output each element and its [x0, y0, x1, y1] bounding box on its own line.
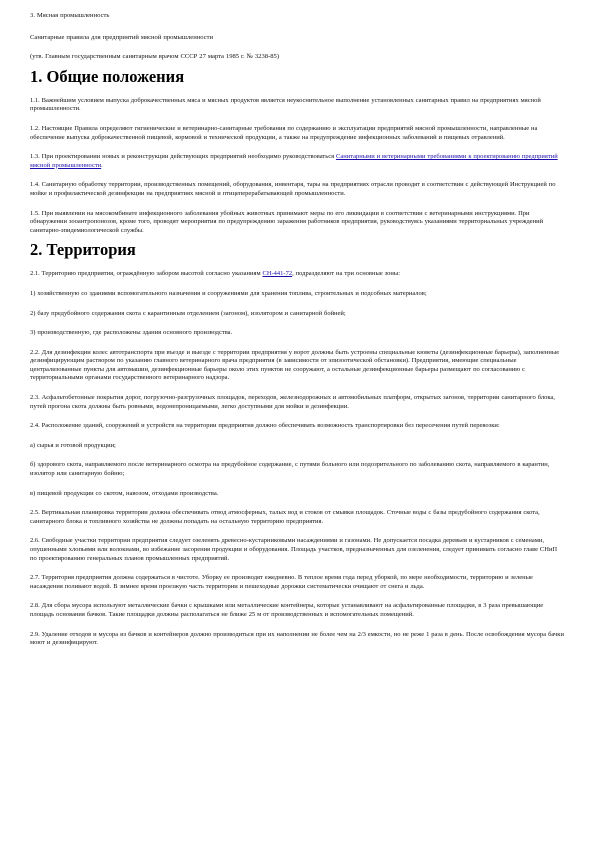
paragraph-1-3-end: .: [101, 161, 103, 169]
paragraph-2-3: 2.3. Асфальтобетонные покрытия дорог, погрузочно-разгрузочных площадок, переходов, железнодорожных и автомобильных платформ, открытых загонов, территории санитарного блока, путей прогона скота должны быть ровными, водонепроницаемыми, легко доступными для мойки и дезинфекции.: [30, 394, 555, 410]
paragraph-2-4: 2.4. Расположение зданий, сооружений и устройств на территории предприятия должно обеспечивать возможность транспортировки без пересечения путей перевозки:: [30, 422, 500, 430]
approval-line: (утв. Главным государственным санитарным врачом СССР 27 марта 1985 г. № 3238-85): [30, 53, 280, 61]
paragraph-2-7: 2.7. Территория предприятия должна содержаться в чистоте. Уборку ее производят ежедневно. В теплое время года перед уборкой, по мере необходимости, территорию и зеленые насаждения поливают водой. В зимнее время проезжую часть территории и пешеходные дорожки систематически очищают от снега и льда.: [30, 574, 533, 590]
paragraph-1-2: 1.2. Настоящие Правила определяют гигиенические и ветеринарно-санитарные требования по содержанию и эксплуатации предприятий мясной промышленности, направленные на обеспечение выпуска доброкачественной пищевой, кормовой и технической продукции, а также на предупреждение инфекционных заболеваний и пищевых отравлений.: [30, 124, 538, 141]
paragraph-2-5: 2.5. Вертикальная планировка территории должна обеспечивать отвод атмосферных, талых вод и стоков от смывки площадок. Сточные воды с базы предубойного содержания скота, санитарного блока и топливного хозяйства не должны попадать на остальную территорию предприятия.: [30, 509, 540, 525]
paragraph-1-4: 1.4. Санитарную обработку территории, производственных помещений, оборудования, инвентаря, тары на предприятиях отрасли проводят в соответствии с действующей Инструкцией по мойке и профилактической дезинфекции на предприятиях мясной и птицеперерабатывающей промышленности.: [30, 181, 556, 197]
paragraph-2-2: 2.2. Для дезинфекции колес автотранспорта при въезде и выезде с территории предприятия у ворот должны быть устроены специальные кюветы (дезинфекционные барьеры), заполненные дезинфицирующим раствором по указанию главного ветеринарного врача предприятия (в зависимости от эпизоотической обстановки). Предприятия, имеющие специальные централизованные пункты для автомашин, дезинфекционные барьеры около этих пунктов не сооружают, а остальные дезинфекционные барьеры размещают по согласованию с территориальными органами государственного ветеринарного надзора.: [30, 348, 560, 382]
section-label: 3. Мясная промышленность: [30, 12, 110, 19]
paragraph-1-5: 1.5. При выявлении на мясокомбинате инфекционного заболевания убойных животных принимают меры по его ликвидации в соответствии с ветеринарными инструкциями. При обнаружении зооантропонозов, кроме того, проводят мероприятия по предупреждению заражения работников предприятия, руководствуясь указаниями территориальных учреждений санитарно-эпидемиологической службы.: [30, 209, 544, 234]
paragraph-1-3-text: 1.3. При проектировании новых и реконструкции действующих предприятий необходимо руководствоваться: [30, 153, 337, 161]
zone-3: 3) производственную, где расположены здания основного производства.: [30, 329, 233, 337]
heading-general-provisions: 1. Общие положения: [30, 66, 185, 86]
list-item-v: в) пищевой продукции со скотом, навозом, отходами производства.: [30, 489, 219, 497]
document-title: Санитарные правила для предприятий мясной промышленности: [30, 33, 214, 41]
paragraph-2-1-text: 2.1. Территорию предприятия, ограждённую забором высотой согласно указаниям: [30, 270, 263, 278]
sn-441-72-link[interactable]: СН-441-72: [262, 270, 293, 278]
paragraph-2-8: 2.8. Для сбора мусора используют металлические бачки с крышками или металлические контейнеры, которые устанавливают на асфальтированные площадки, в 3 раза превышающие площадь основания бачков. Такие площадки должны располагаться не ближе 25 м от производственных и вспомогательных помещений.: [30, 602, 544, 618]
paragraph-2-6: 2.6. Свободные участки территории предприятия следует озеленять древесно-кустарниковыми насаждениями и газонами. Не допускается посадка деревьев и кустарников с семенами, опушенными хлопьями или волокнами, во избежание засорения продукции и оборудования. Площадь участков, предназначенных для озеленения, следует принимать согласно главе СНиП по проектированию генеральных планов промышленных предприятий.: [30, 537, 558, 562]
list-item-b: б) здорового скота, направляемого после ветеринарного осмотра на предубойное содержание, с путями больного или подозрительного по заболеванию скота, направляемого в карантин, изолятор или санитарную бойню;: [30, 461, 550, 478]
list-item-a: а) сырья и готовой продукции;: [30, 441, 116, 449]
zone-2: 2) базу предубойного содержания скота с карантинным отделением (загоном), изолятором и санитарной бойней;: [30, 309, 346, 317]
heading-territory: 2. Территория: [30, 240, 136, 260]
zone-1: 1) хозяйственную со зданиями вспомогательного назначения и сооружениями для хранения топлива, строительных и подсобных материалов;: [30, 289, 427, 297]
paragraph-2-9: 2.9. Удаление отходов и мусора из бачков и контейнеров должно производиться при их наполнении не более чем на 2/3 емкости, но не реже 1 раза в день. После освобождения мусора бачки моют и дезинфицируют.: [30, 630, 564, 647]
paragraph-1-1: 1.1. Важнейшим условием выпуска доброкачественных мяса и мясных продуктов является неукоснительное выполнение установленных санитарных правил на предприятиях мясной промышленности.: [30, 96, 541, 113]
paragraph-2-1-end: , подразделяют на три основные зоны:: [292, 270, 401, 278]
paragraph-1-3: [30, 153, 565, 170]
paragraph-2-1: [30, 270, 565, 279]
sanitary-requirements-link[interactable]: Санитарными и ветеринарными требованиями к проектированию предприятий мясной промышленности: [30, 153, 558, 169]
